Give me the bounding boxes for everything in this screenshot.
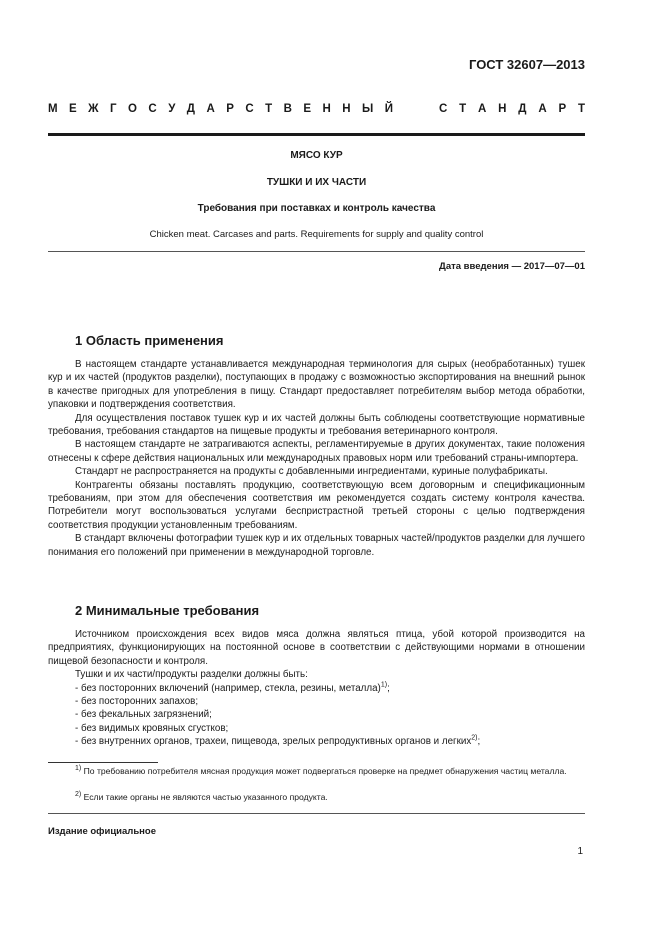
list-item [48, 682, 585, 695]
paragraph: Для осуществления поставок тушек кур и их частей должны быть соблюдены соответствующие нормативные требования, требования стандартов на пищевые продукты и требования ветеринарного контроля. [48, 412, 585, 438]
section-1-body [48, 358, 585, 559]
banner-letter: Н [498, 103, 507, 115]
banner-letter: А [478, 103, 487, 115]
title-rule [48, 251, 585, 252]
page-number: 1 [577, 846, 583, 857]
list-item-text: - без видимых кровяных сгустков; [75, 722, 229, 734]
title-sub: ТУШКИ И ИХ ЧАСТИ [266, 177, 367, 188]
footnote [48, 765, 585, 777]
standard-number: ГОСТ 32607—2013 [469, 57, 585, 72]
banner-letter: Н [322, 103, 331, 115]
banner-letter: М [48, 103, 58, 115]
footnote-text: Если такие органы не являются частью указанного продукта. [81, 792, 328, 802]
banner-letter: Т [459, 103, 467, 115]
banner-letter: Ы [362, 103, 374, 115]
paragraph: Тушки и их части/продукты разделки должны быть: [75, 669, 308, 681]
list-item-text: - без посторонних включений (например, стекла, резины, металла) [75, 682, 381, 694]
footnote-text: По требованию потребителя мясная продукция может подвергаться проверке на предмет обнаружения частиц металла. [81, 766, 567, 776]
list-item-tail: ; [387, 682, 390, 694]
banner-letter: Т [265, 103, 273, 115]
footnote-mark: 1) [75, 765, 82, 773]
paragraph: В стандарт включены фотографии тушек кур и их отдельных товарных частей/продуктов разделки для лучшего понимания его положений при применении в международной торговле. [48, 533, 585, 558]
paragraph: В настоящем стандарте не затрагиваются аспекты, регламентируемые в других документах, такие положения отнесены к сфере действия национальных или международных правовых норм или требований страны-импортера. [48, 439, 585, 464]
banner-letter: Е [69, 103, 77, 115]
banner-letter: Г [110, 103, 117, 115]
title-requirements: Требования при поставках и контроль качества [197, 203, 436, 214]
banner-word-standard [439, 103, 585, 115]
interstate-standard-banner [48, 103, 585, 115]
footnote-rule [48, 762, 158, 763]
list-item [48, 695, 585, 708]
paragraph: В настоящем стандарте устанавливается международная терминология для сырых (необработанных) тушек кур и их частей (продуктов разделки), поступающих в продажу с возможностью экспортирования на внешний рынок в качестве пригодных для употребления в пищу. Стандарт предоставляет потребителям выбор метода обработки, упаковки и подтверждения соответствия. [48, 359, 585, 411]
header-rule [48, 133, 585, 136]
banner-letter: С [148, 103, 157, 115]
section-2-heading: 2 Минимальные требования [75, 603, 260, 618]
banner-letter: Д [186, 103, 195, 115]
footnote [48, 791, 585, 803]
footnote-ref: 1) [380, 681, 388, 689]
banner-word-interstate [48, 103, 393, 115]
banner-letter: О [128, 103, 137, 115]
banner-letter: Е [303, 103, 312, 115]
banner-letter: С [439, 103, 448, 115]
list-item-tail: ; [477, 736, 481, 748]
footnote-mark: 2) [75, 791, 82, 799]
list-item-text: - без внутренних органов, трахеи, пищевода, зрелых репродуктивных органов и легких [75, 736, 472, 748]
banner-letter: Т [577, 103, 585, 115]
section-1-heading: 1 Область применения [75, 333, 224, 348]
list-item-text: - без фекальных загрязнений; [75, 709, 212, 721]
footer-rule [48, 813, 585, 814]
title-main: МЯСО КУР [290, 150, 343, 161]
banner-letter: Р [226, 103, 234, 115]
banner-letter: Й [384, 103, 393, 115]
introduction-date: Дата введения — 2017—07—01 [439, 261, 585, 272]
banner-letter: Р [558, 103, 567, 115]
list-item [48, 708, 585, 721]
banner-letter: У [168, 103, 176, 115]
banner-letter: Д [518, 103, 527, 115]
paragraph: Контрагенты обязаны поставлять продукцию, соответствующую всем договорным и спецификационным требованиям, при этом для обеспечения соответствия им рекомендуется создать систему контроля качества. Потребители могут воспользоваться услугами беспристрастной третьей стороны с целью подтверждения соответствия продукции установленным требованиям. [48, 479, 585, 531]
banner-letter: В [283, 103, 292, 115]
list-item-text: - без посторонних запахов; [75, 696, 199, 708]
list-item [48, 722, 585, 735]
section-2-body [48, 628, 585, 749]
banner-letter: С [245, 103, 254, 115]
title-english: Chicken meat. Carcases and parts. Requirements for supply and quality control [149, 229, 484, 240]
banner-letter: Н [342, 103, 351, 115]
requirements-list [48, 682, 585, 749]
banner-letter: А [206, 103, 215, 115]
official-edition-label: Издание официальное [48, 826, 156, 837]
footnote-ref: 2) [471, 734, 478, 742]
paragraph: Стандарт не распространяется на продукты с добавленными ингредиентами, куриные полуфабрикаты. [75, 466, 548, 478]
list-item [48, 735, 585, 748]
paragraph: Источником происхождения всех видов мяса должна являться птица, убой которой производится на предприятиях, функционирующих на постоянной основе в соответствии с действующими нормами в отношении пищевой безопасности и контроля. [48, 629, 585, 667]
banner-letter: Ж [88, 103, 99, 115]
banner-letter: А [538, 103, 547, 115]
